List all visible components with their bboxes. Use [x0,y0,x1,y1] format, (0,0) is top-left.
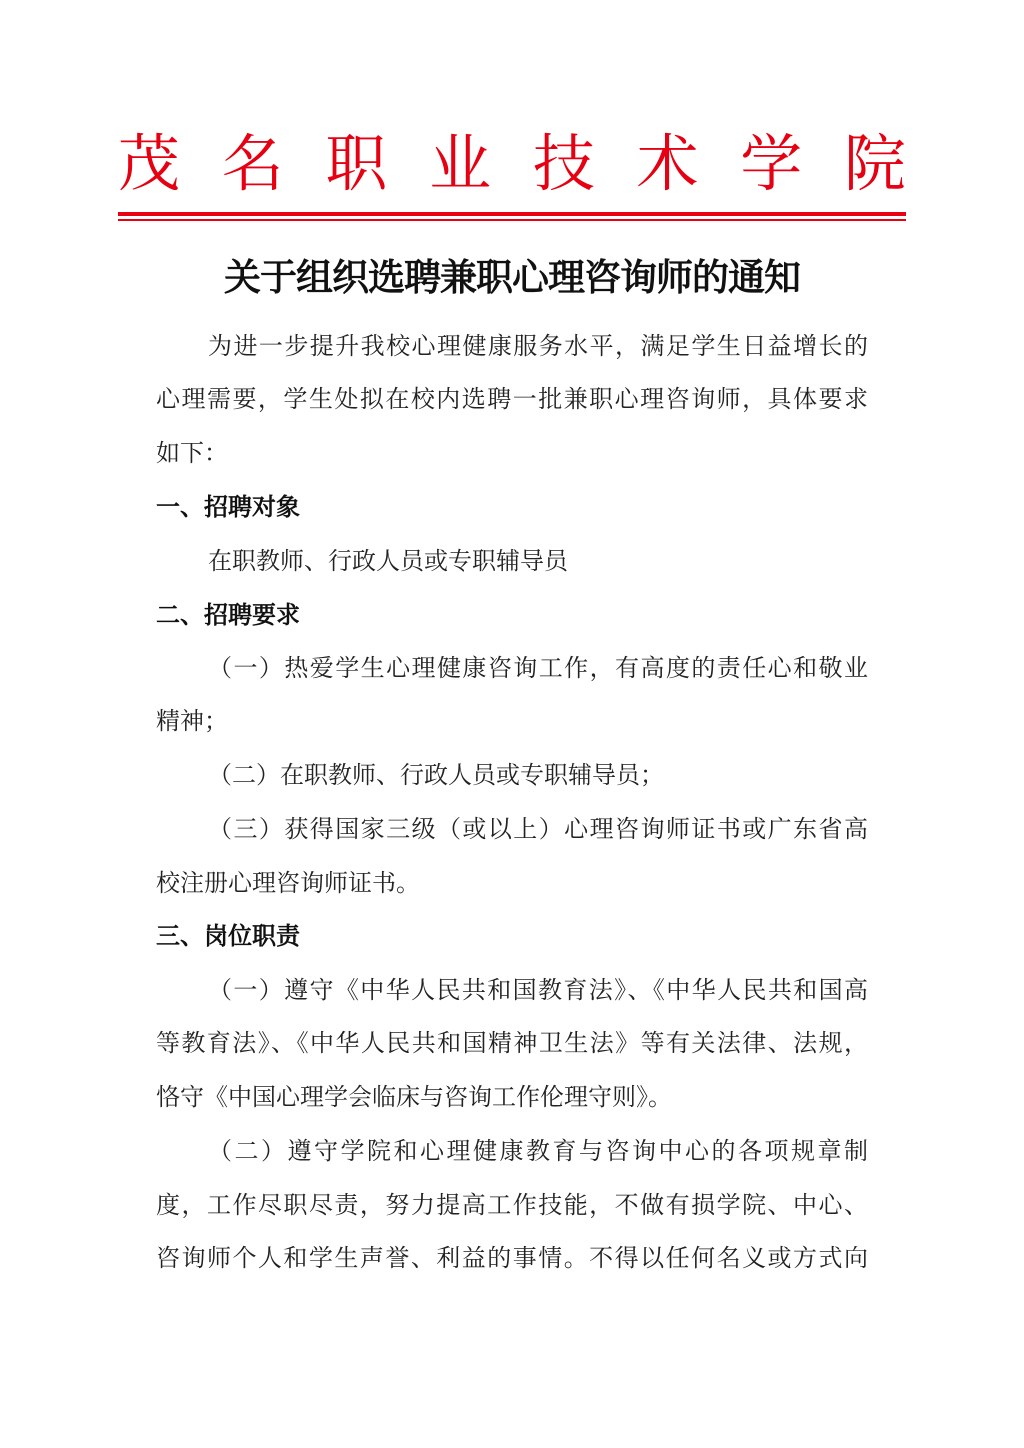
paragraph-line: （一）热爱学生心理健康咨询工作，有高度的责任心和敬业 [208,654,868,682]
paragraph-line: （二）在职教师、行政人员或专职辅导员； [208,761,664,789]
section-heading: 一、招聘对象 [156,493,300,521]
paragraph-line: 恪守《中国心理学会临床与咨询工作伦理守则》。 [156,1083,672,1111]
letterhead-rule-thin [118,219,906,221]
paragraph-line: 咨询师个人和学生声誉、利益的事情。不得以任何名义或方式向 [156,1244,868,1272]
institution-name [118,124,906,204]
notice-title: 关于组织选聘兼职心理咨询师的通知 [224,255,800,299]
paragraph-line: （二）遵守学院和心理健康教育与咨询中心的各项规章制 [208,1137,868,1165]
institution-char: 技 [532,127,595,200]
institution-char: 术 [636,127,699,200]
paragraph-line: 精神； [156,707,228,735]
paragraph-line: 在职教师、行政人员或专职辅导员 [208,547,568,575]
paragraph-line: 度，工作尽职尽责，努力提高工作技能，不做有损学院、中心、 [156,1191,868,1219]
intro-line: 如下： [156,439,228,467]
institution-char: 院 [843,127,906,200]
institution-char: 茂 [118,127,181,200]
institution-char: 职 [325,127,388,200]
paragraph-line: 等教育法》、《中华人民共和国精神卫生法》等有关法律、法规， [156,1029,868,1057]
intro-line: 为进一步提升我校心理健康服务水平，满足学生日益增长的 [208,332,868,360]
institution-char: 业 [429,127,492,200]
institution-char: 学 [740,127,803,200]
paragraph-line: 校注册心理咨询师证书。 [156,869,420,897]
intro-line: 心理需要，学生处拟在校内选聘一批兼职心理咨询师，具体要求 [156,385,868,413]
paragraph-line: （一）遵守《中华人民共和国教育法》、《中华人民共和国高 [208,976,868,1004]
paragraph-line: （三）获得国家三级（或以上）心理咨询师证书或广东省高 [208,815,868,843]
section-heading: 二、招聘要求 [156,601,300,629]
section-heading: 三、岗位职责 [156,922,300,950]
letterhead-rule-thick [118,212,906,216]
institution-char: 名 [221,127,284,200]
